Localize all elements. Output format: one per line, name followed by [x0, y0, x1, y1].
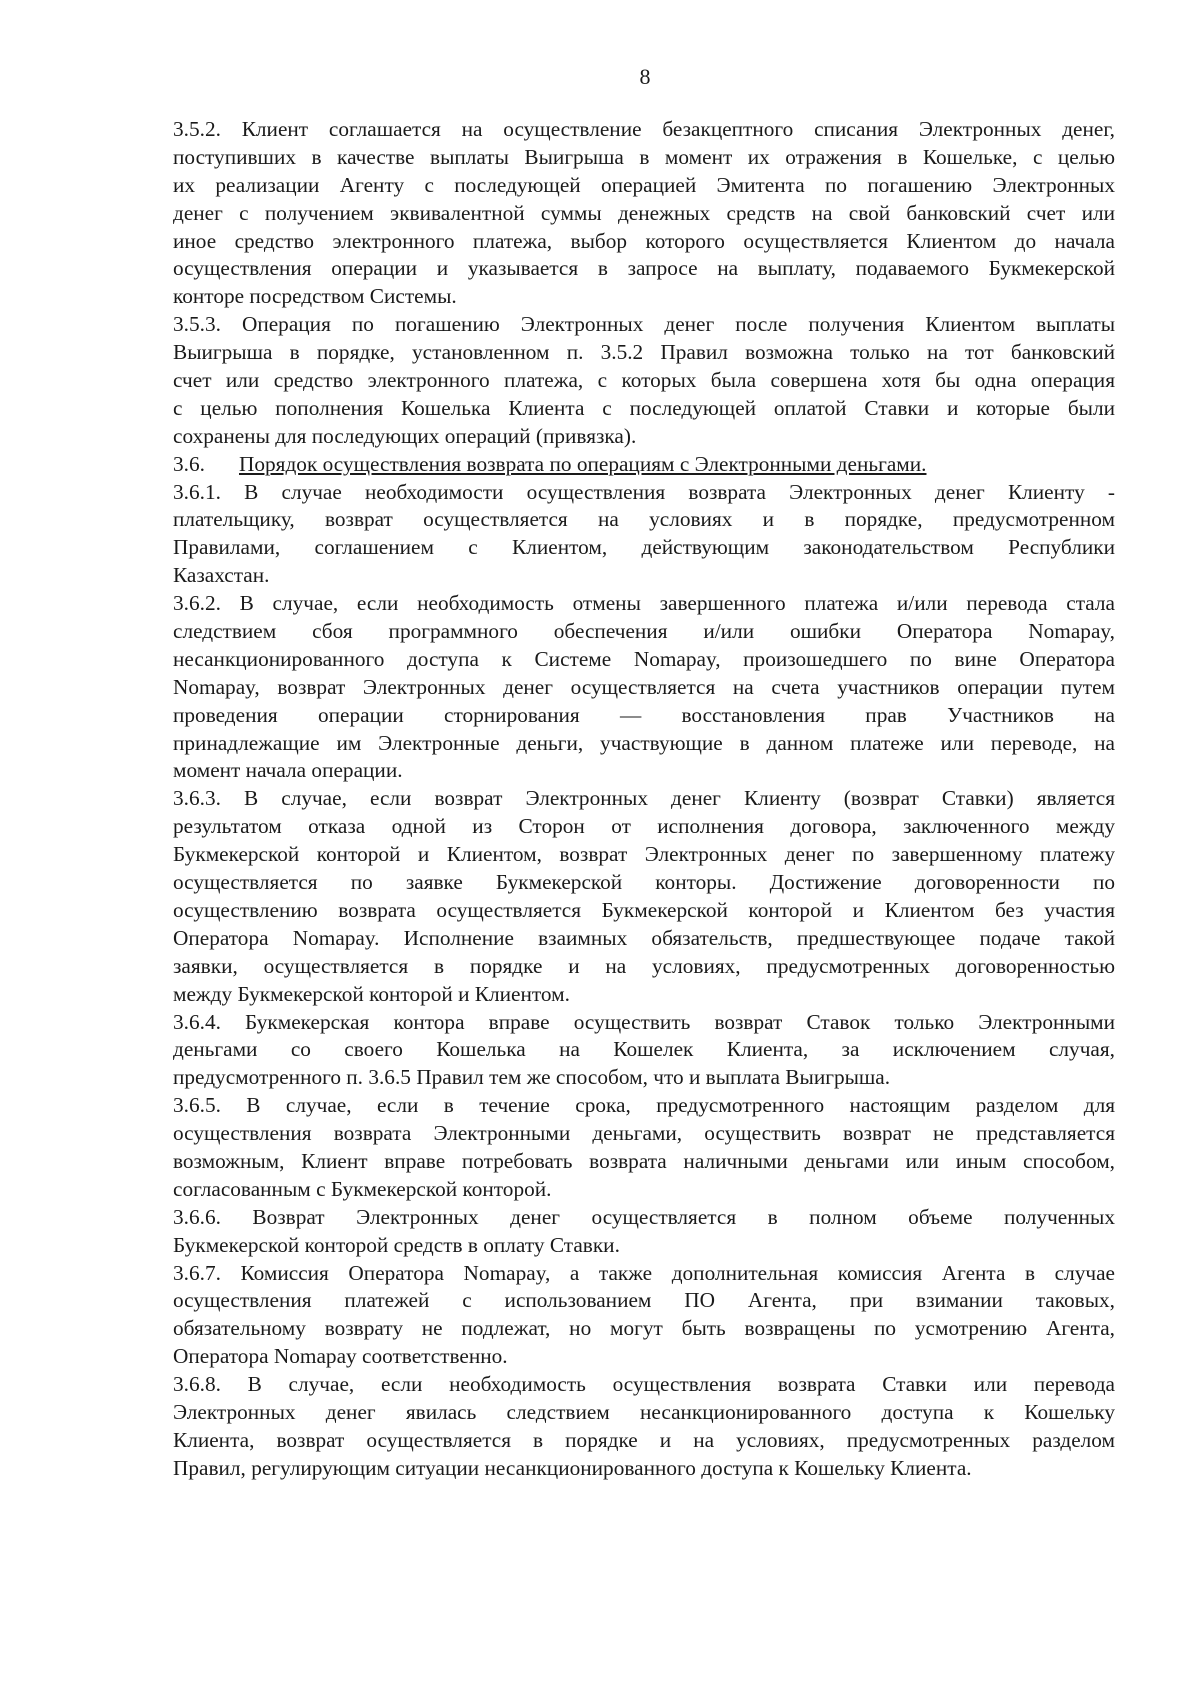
paragraph-line: предусмотренного п. 3.6.5 Правил тем же способом, что и выплата Выигрыша.	[173, 1065, 891, 1090]
paragraph-line: денег с получением эквивалентной суммы денежных средств на свой банковский счет или	[173, 200, 1115, 225]
paragraph-line: иное средство электронного платежа, выбор которого осуществляется Клиентом до начала	[173, 228, 1115, 253]
paragraph	[173, 590, 1115, 785]
paragraph-line: счет или средство электронного платежа, с которых была совершена хотя бы одна операция	[173, 368, 1115, 393]
paragraph-line: 3.6.3. В случае, если возврат Электронных денег Клиенту (возврат Ставки) является	[173, 786, 1115, 811]
paragraph-line: возможным, Клиент вправе потребовать возврата наличными деньгами или иным способом,	[173, 1148, 1115, 1173]
paragraph-line: осуществления возврата Электронными деньгами, осуществить возврат не представляется	[173, 1121, 1115, 1146]
paragraph-line: 3.6.2. В случае, если необходимость отмены завершенного платежа и/или перевода стала	[173, 591, 1115, 616]
paragraph-line: 3.6.4. Букмекерская контора вправе осуществить возврат Ставок только Электронными	[173, 1009, 1115, 1034]
paragraph-line: осуществлению возврата осуществляется Букмекерской конторой и Клиентом без участия	[173, 897, 1115, 922]
paragraph-line: конторе посредством Системы.	[173, 284, 457, 309]
paragraph	[173, 116, 1115, 311]
paragraph-line: Оператора Nomapay соответственно.	[173, 1344, 508, 1369]
paragraph-line: Клиента, возврат осуществляется в порядке и на условиях, предусмотренных разделом	[173, 1427, 1115, 1452]
paragraph-line: 3.6.6. Возврат Электронных денег осуществляется в полном объеме полученных	[173, 1204, 1115, 1229]
section-heading-title: Порядок осуществления возврата по операциям с Электронными деньгами.	[239, 451, 927, 476]
section-heading-number: 3.6.	[173, 451, 205, 476]
paragraph-line: обязательному возврату не подлежат, но могут быть возвращены по усмотрению Агента,	[173, 1316, 1115, 1341]
document-body	[173, 116, 1115, 1483]
paragraph-line: 3.6.8. В случае, если необходимость осуществления возврата Ставки или перевода	[173, 1372, 1115, 1397]
paragraph-line: заявки, осуществляется в порядке и на условиях, предусмотренных договоренностью	[173, 953, 1115, 978]
paragraph-line: результатом отказа одной из Сторон от исполнения договора, заключенного между	[173, 814, 1115, 839]
paragraph-line: 3.6.5. В случае, если в течение срока, предусмотренного настоящим разделом для	[173, 1093, 1115, 1118]
paragraph-line: проведения операции сторнирования — восстановления прав Участников на	[173, 702, 1115, 727]
section-3-6	[173, 479, 1115, 1483]
paragraph-line: принадлежащие им Электронные деньги, участвующие в данном платеже или переводе, на	[173, 730, 1115, 755]
paragraph-line: Nomapay, возврат Электронных денег осуществляется на счета участников операции путем	[173, 674, 1115, 699]
paragraph	[173, 1009, 1115, 1093]
paragraph	[173, 1371, 1115, 1483]
paragraph-line: осуществления платежей с использованием ПО Агента, при взимании таковых,	[173, 1288, 1115, 1313]
paragraph-line: осуществляется по заявке Букмекерской конторы. Достижение договоренности по	[173, 870, 1115, 895]
paragraph-line: Казахстан.	[173, 563, 270, 588]
paragraph-line: осуществления операции и указывается в запросе на выплату, подаваемого Букмекерской	[173, 256, 1115, 281]
paragraph-line: Правил, регулирующим ситуации несанкционированного доступа к Кошельку Клиента.	[173, 1455, 972, 1480]
page-number: 8	[639, 64, 651, 89]
paragraph	[173, 311, 1115, 450]
paragraph-line: Электронных денег явилась следствием несанкционированного доступа к Кошельку	[173, 1399, 1115, 1424]
paragraph-line: несанкционированного доступа к Системе Nomapay, произошедшего по вине Оператора	[173, 646, 1115, 671]
section-3-5	[173, 116, 1115, 451]
paragraph-line: их реализации Агенту с последующей операцией Эмитента по погашению Электронных	[173, 172, 1115, 197]
paragraph-line: согласованным с Букмекерской конторой.	[173, 1176, 552, 1201]
paragraph-line: сохранены для последующих операций (привязка).	[173, 423, 637, 448]
paragraph	[173, 1260, 1115, 1372]
paragraph-line: Выигрыша в порядке, установленном п. 3.5.2 Правил возможна только на тот банковский	[173, 340, 1115, 365]
paragraph	[173, 785, 1115, 1008]
paragraph-line: с целью пополнения Кошелька Клиента с последующей оплатой Ставки и которые были	[173, 395, 1115, 420]
paragraph-line: 3.6.1. В случае необходимости осуществления возврата Электронных денег Клиенту -	[173, 479, 1115, 504]
paragraph	[173, 1204, 1115, 1260]
paragraph-line: Букмекерской конторой средств в оплату Ставки.	[173, 1232, 620, 1257]
paragraph-line: Букмекерской конторой и Клиентом, возврат Электронных денег по завершенному платежу	[173, 842, 1115, 867]
paragraph-line: 3.5.2. Клиент соглашается на осуществление безакцептного списания Электронных денег,	[173, 117, 1115, 141]
paragraph-line: плательщику, возврат осуществляется на условиях и в порядке, предусмотренном	[173, 507, 1115, 532]
paragraph-line: 3.6.7. Комиссия Оператора Nomapay, а также дополнительная комиссия Агента в случае	[173, 1260, 1115, 1285]
section-heading	[173, 451, 1115, 479]
paragraph-line: между Букмекерской конторой и Клиентом.	[173, 981, 570, 1006]
paragraph-line: Правилами, соглашением с Клиентом, действующим законодательством Республики	[173, 535, 1115, 560]
paragraph	[173, 479, 1115, 591]
paragraph-line: момент начала операции.	[173, 758, 403, 783]
paragraph-line: следствием сбоя программного обеспечения и/или ошибки Оператора Nomapay,	[173, 619, 1115, 644]
paragraph-line: деньгами со своего Кошелька на Кошелек Клиента, за исключением случая,	[173, 1037, 1115, 1062]
paragraph-line: Оператора Nomapay. Исполнение взаимных обязательств, предшествующее подаче такой	[173, 925, 1115, 950]
paragraph-line: поступивших в качестве выплаты Выигрыша в момент их отражения в Кошельке, с целью	[173, 144, 1115, 169]
paragraph	[173, 1092, 1115, 1204]
paragraph-line: 3.5.3. Операция по погашению Электронных денег после получения Клиентом выплаты	[173, 312, 1115, 337]
